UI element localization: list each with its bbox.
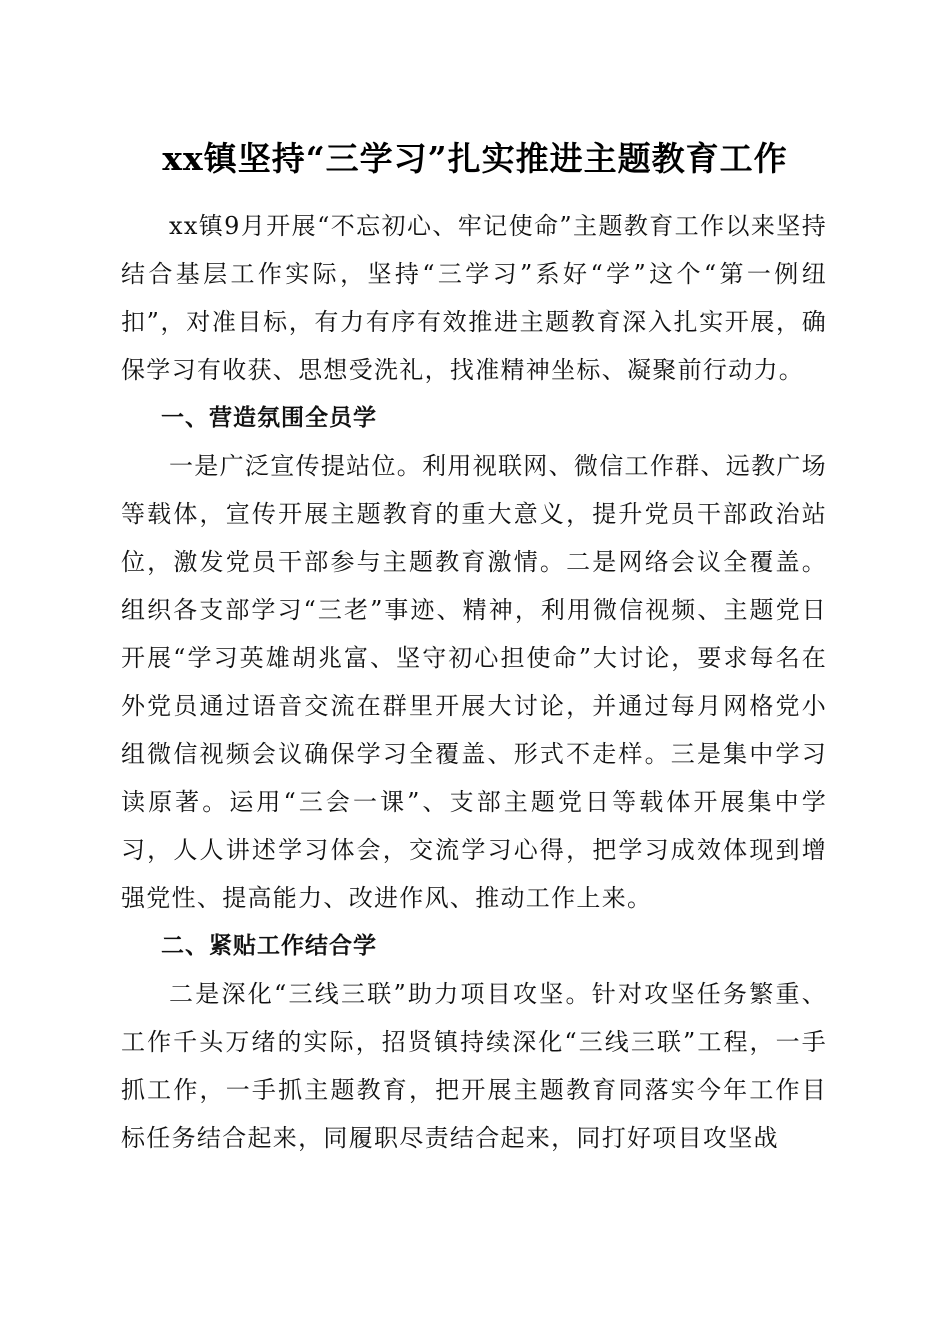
section-heading-1: 一、营造氛围全员学	[161, 405, 377, 431]
section-heading-2: 二、紧贴工作结合学	[161, 933, 377, 959]
intro-paragraph: xx镇9月开展“不忘初心、牢记使命”主题教育工作以来坚持结合基层工作实际，坚持“三学习”系好“学”这个“第一例纽扣”，对准目标，有力有序有效推进主题教育深入扎实开展，确保学习有收获、思想受洗礼，找准精神坐标、凝聚前行动力。	[121, 212, 827, 384]
section-paragraph-2: 二是深化“三线三联”助力项目攻坚。针对攻坚任务繁重、工作千头万绪的实际，招贤镇持续深化“三线三联”工程，一手抓工作，一手抓主题教育，把开展主题教育同落实今年工作目标任务结合起来，同履职尽责结合起来，同打好项目攻坚战	[121, 980, 827, 1152]
document-title: xx镇坚持“三学习”扎实推进主题教育工作	[162, 139, 788, 178]
section-paragraph-1: 一是广泛宣传提站位。利用视联网、微信工作群、远教广场等载体，宣传开展主题教育的重大意义，提升党员干部政治站位，激发党员干部参与主题教育激情。二是网络会议全覆盖。组织各支部学习“三老”事迹、精神，利用微信视频、主题党日开展“学习英雄胡兆富、坚守初心担使命”大讨论，要求每名在外党员通过语音交流在群里开展大讨论，并通过每月网格党小组微信视频会议确保学习全覆盖、形式不走样。三是集中学习读原著。运用“三会一课”、支部主题党日等载体开展集中学习，人人讲述学习体会，交流学习心得，把学习成效体现到增强党性、提高能力、改进作风、推动工作上来。	[121, 452, 827, 912]
document-body	[121, 202, 827, 1162]
